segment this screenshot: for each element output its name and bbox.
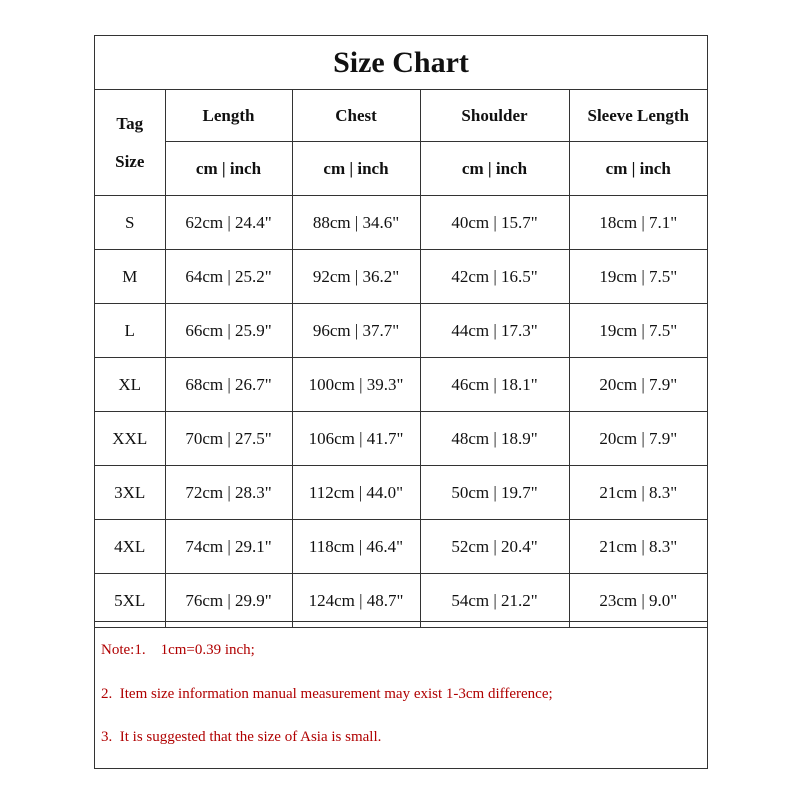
chest-cell: 88cm | 34.6" xyxy=(292,196,420,250)
chest-header: Chest xyxy=(292,90,420,142)
sleeve-cell: 19cm | 7.5" xyxy=(569,304,707,358)
table-row xyxy=(95,520,707,574)
note-1: Note:1. 1cm=0.39 inch; xyxy=(101,642,255,658)
table-row xyxy=(95,250,707,304)
shoulder-unit: cm | inch xyxy=(420,142,569,196)
length-header: Length xyxy=(165,90,292,142)
table-row xyxy=(95,196,707,250)
shoulder-header: Shoulder xyxy=(420,90,569,142)
tag-label: Tag xyxy=(116,113,144,133)
shoulder-cell: 46cm | 18.1" xyxy=(420,358,569,412)
size-label: Size xyxy=(115,151,145,171)
unit-row xyxy=(95,142,707,196)
size-cell: 3XL xyxy=(95,466,165,520)
sleeve-length-header: Sleeve Length xyxy=(569,90,707,142)
length-cell: 74cm | 29.1" xyxy=(165,520,292,574)
chest-cell: 112cm | 44.0" xyxy=(292,466,420,520)
size-cell: 5XL xyxy=(95,574,165,628)
chart-title: Size Chart xyxy=(95,36,707,90)
sleeve-cell: 23cm | 9.0" xyxy=(569,574,707,628)
length-cell: 62cm | 24.4" xyxy=(165,196,292,250)
length-cell: 68cm | 26.7" xyxy=(165,358,292,412)
length-cell: 64cm | 25.2" xyxy=(165,250,292,304)
chest-cell: 96cm | 37.7" xyxy=(292,304,420,358)
table-row xyxy=(95,574,707,628)
chest-cell: 118cm | 46.4" xyxy=(292,520,420,574)
sleeve-cell: 18cm | 7.1" xyxy=(569,196,707,250)
sleeve-cell: 19cm | 7.5" xyxy=(569,250,707,304)
length-cell: 70cm | 27.5" xyxy=(165,412,292,466)
size-cell: L xyxy=(95,304,165,358)
table-row xyxy=(95,358,707,412)
sleeve-cell: 20cm | 7.9" xyxy=(569,358,707,412)
length-unit: cm | inch xyxy=(165,142,292,196)
length-cell: 72cm | 28.3" xyxy=(165,466,292,520)
sleeve-cell: 21cm | 8.3" xyxy=(569,466,707,520)
size-cell: M xyxy=(95,250,165,304)
table-row xyxy=(95,466,707,520)
size-table xyxy=(95,90,707,628)
length-cell: 66cm | 25.9" xyxy=(165,304,292,358)
chest-unit: cm | inch xyxy=(292,142,420,196)
note-2: 2. Item size information manual measurement may exist 1-3cm difference; xyxy=(101,686,553,702)
length-cell: 76cm | 29.9" xyxy=(165,574,292,628)
shoulder-cell: 52cm | 20.4" xyxy=(420,520,569,574)
size-chart xyxy=(94,35,708,769)
chest-cell: 124cm | 48.7" xyxy=(292,574,420,628)
shoulder-cell: 50cm | 19.7" xyxy=(420,466,569,520)
shoulder-cell: 42cm | 16.5" xyxy=(420,250,569,304)
tag-size-header xyxy=(95,90,165,196)
note-3: 3. It is suggested that the size of Asia is small. xyxy=(101,729,382,745)
size-cell: S xyxy=(95,196,165,250)
sleeve-cell: 21cm | 8.3" xyxy=(569,520,707,574)
chest-cell: 100cm | 39.3" xyxy=(292,358,420,412)
size-cell: 4XL xyxy=(95,520,165,574)
table-row xyxy=(95,304,707,358)
notes-section xyxy=(95,621,707,768)
table-row xyxy=(95,412,707,466)
chest-cell: 92cm | 36.2" xyxy=(292,250,420,304)
shoulder-cell: 48cm | 18.9" xyxy=(420,412,569,466)
header-row xyxy=(95,90,707,142)
sleeve-cell: 20cm | 7.9" xyxy=(569,412,707,466)
sleeve-unit: cm | inch xyxy=(569,142,707,196)
chest-cell: 106cm | 41.7" xyxy=(292,412,420,466)
shoulder-cell: 44cm | 17.3" xyxy=(420,304,569,358)
shoulder-cell: 54cm | 21.2" xyxy=(420,574,569,628)
size-cell: XL xyxy=(95,358,165,412)
size-cell: XXL xyxy=(95,412,165,466)
shoulder-cell: 40cm | 15.7" xyxy=(420,196,569,250)
